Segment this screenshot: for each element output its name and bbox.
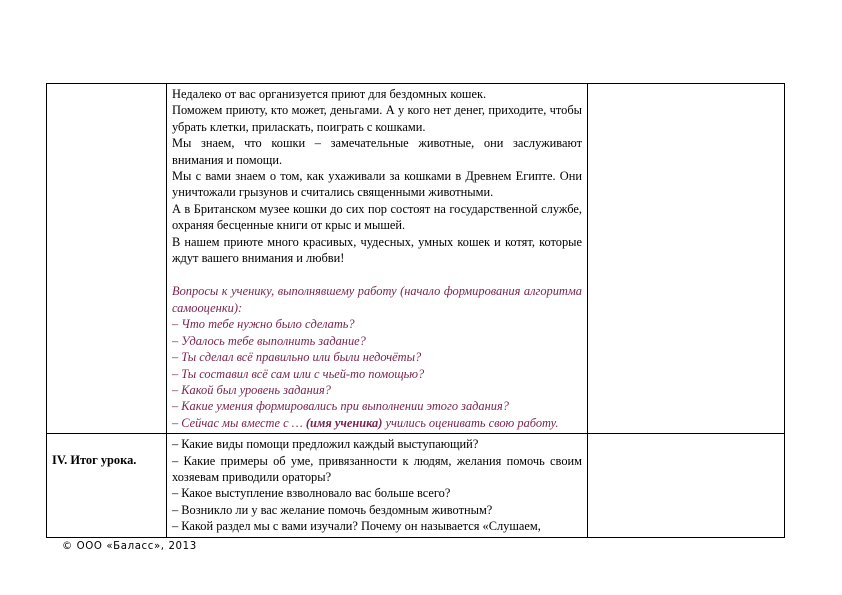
question-item: – Какой был уровень задания?: [172, 382, 331, 397]
question-item: – Ты сделал всё правильно или были недочёты?: [172, 350, 422, 365]
content-cell: [167, 434, 588, 537]
notes-cell: [588, 434, 785, 537]
question-item: – Удалось тебе выполнить задание?: [172, 333, 366, 348]
question-text: – Сейчас мы вместе с …: [172, 415, 306, 430]
student-name-placeholder: (имя ученика): [305, 415, 383, 430]
table-row: [47, 84, 785, 434]
paragraph: Мы с вами знаем о том, как ухаживали за кошками в Древнем Египте. Они уничтожали грызунов и считались священными животными.: [172, 169, 582, 200]
paragraph: Поможем приюту, кто может, деньгами. А у кого нет денег, приходите, чтобы убрать клетки, приласкать, поиграть с кошками.: [172, 103, 582, 134]
question-line: – Какой раздел мы с вами изучали? Почему он называется «Слушаем,: [172, 519, 541, 534]
stage-cell: [47, 84, 167, 434]
stage-cell: IV. Итог урока.: [47, 434, 167, 537]
content-cell: [167, 84, 588, 434]
paragraph: Недалеко от вас организуется приют для бездомных кошек.: [172, 87, 487, 101]
copyright-footer: © ООО «Баласс», 2013: [62, 541, 197, 552]
question-line: – Какие виды помощи предложил каждый выступающий?: [172, 437, 479, 452]
notes-cell: [588, 84, 785, 434]
question-item: – Ты составил всё сам или с чьей-то помощью?: [172, 366, 425, 381]
question-item-last: [172, 415, 582, 431]
question-line: – Какое выступление взволновало вас больше всего?: [172, 486, 451, 501]
question-item: – Что тебе нужно было сделать?: [172, 317, 355, 332]
questions-title: Вопросы к ученику, выполнявшему работу (начало формирования алгоритма самооценки):: [172, 284, 582, 315]
question-line: – Возникло ли у вас желание помочь бездомным животным?: [172, 502, 493, 517]
question-text: учились оценивать свою работу.: [382, 415, 559, 430]
question-list: [172, 283, 582, 431]
question-line: – Какие примеры об уме, привязанности к людям, желания помочь своим хозяевам приводили ораторы?: [172, 453, 582, 484]
question-item: – Какие умения формировались при выполнении этого задания?: [172, 399, 509, 414]
paragraph: А в Британском музее кошки до сих пор состоят на государственной службе, охраняя бесценные книги от крыс и мышей.: [172, 201, 582, 233]
paragraph: Мы знаем, что кошки – замечательные животные, они заслуживают внимания и помощи.: [172, 136, 582, 167]
lesson-table: [46, 83, 785, 538]
paragraph: В нашем приюте много красивых, чудесных, умных кошек и котят, которые ждут вашего внимания и любви!: [172, 234, 582, 266]
table-row: [47, 434, 785, 537]
